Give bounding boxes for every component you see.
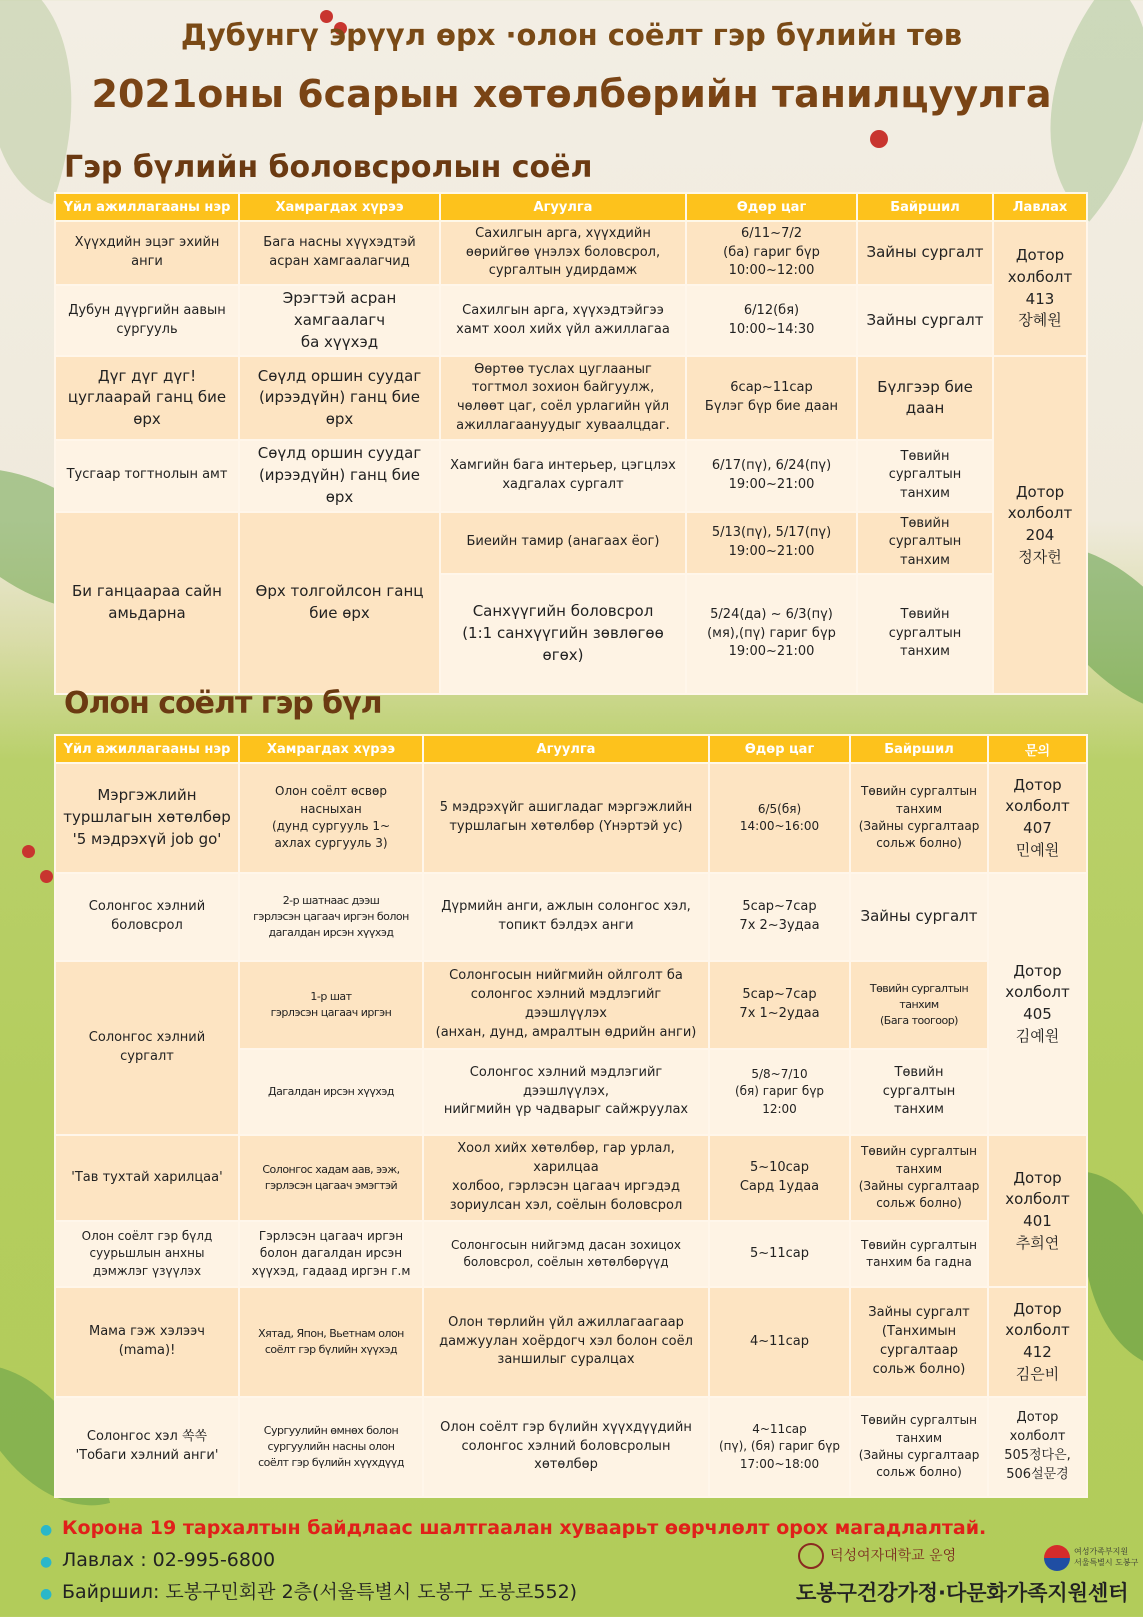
program-target: Сургуулийн өмнөх болон сургуулийн насны олон соёлт гэр бүлийн хүүхдүүд bbox=[239, 1397, 423, 1497]
program-contact: Дотор холболт 401 추희연 bbox=[988, 1135, 1087, 1287]
table-row bbox=[55, 1135, 1087, 1221]
program-target: Эрэгтэй асран хамгаалагч ба хүүхэд bbox=[239, 285, 440, 356]
column-header: Байршил bbox=[850, 735, 988, 763]
program-date: 5сар~7сар 7х 1~2удаа bbox=[709, 961, 850, 1049]
table-row bbox=[55, 961, 1087, 1049]
program-title: 2021оны 6сарын хөтөлбөрийн танилцуулга bbox=[91, 72, 1052, 116]
university-logo-icon bbox=[798, 1543, 824, 1569]
bullet-icon: ● bbox=[40, 1554, 53, 1570]
program-target: Олон соёлт өсвөр насныхан (дунд сургууль 1~ ахлах сургууль 3) bbox=[239, 763, 423, 873]
program-contact: Дотор холболт 505정다은, 506설문경 bbox=[988, 1397, 1087, 1497]
program-content: Олон соёлт гэр бүлийн хүүхдүүдийн солонгос хэлний боловсролын хөтөлбөр bbox=[423, 1397, 709, 1497]
program-name: Би ганцаараа сайн амьдарна bbox=[55, 512, 239, 695]
berry-decoration bbox=[22, 845, 35, 858]
phone-contact: Лавлах : 02-995-6800 bbox=[62, 1549, 276, 1571]
column-header: Өдөр цаг bbox=[709, 735, 850, 763]
table-header-row bbox=[55, 735, 1087, 763]
table-row bbox=[55, 1287, 1087, 1397]
column-header: Хамрагдах хүрээ bbox=[239, 193, 440, 221]
program-content: Санхүүгийн боловсрол (1:1 санхүүгийн зөвлөгөө өгөх) bbox=[440, 574, 686, 694]
government-emblem-icon bbox=[1044, 1545, 1070, 1571]
table-row bbox=[55, 1221, 1087, 1287]
table-row bbox=[55, 873, 1087, 961]
program-place: Төвийн сургалтын танхим bbox=[857, 574, 993, 694]
program-target: 1-р шат гэрлэсэн цагаач иргэн bbox=[239, 961, 423, 1049]
program-name: Солонгос хэлний сургалт bbox=[55, 961, 239, 1135]
program-contact: Дотор холболт 407 민예원 bbox=[988, 763, 1087, 873]
program-place: Төвийн сургалтын танхим bbox=[850, 1049, 988, 1135]
program-name: Солонгос хэл 쏙쏙 'Тобаги хэлний анги' bbox=[55, 1397, 239, 1497]
operator-text: 덕성여자대학교 운영 bbox=[830, 1548, 957, 1564]
program-name: Тусгаар тогтнолын амт bbox=[55, 440, 239, 511]
program-place: Зайны сургалт bbox=[857, 285, 993, 356]
program-target: 2-р шатнаас дээш гэрлэсэн цагаач иргэн болон дагалдан ирсэн хүүхэд bbox=[239, 873, 423, 961]
program-name: Дубун дүүргийн аавын сургууль bbox=[55, 285, 239, 356]
program-target: Гэрлэсэн цагаач иргэн болон дагалдан ирсэн хүүхэд, гадаад иргэн г.м bbox=[239, 1221, 423, 1287]
family-education-table bbox=[54, 192, 1088, 695]
program-name: Хүүхдийн эцэг эхийн анги bbox=[55, 221, 239, 285]
program-place: Төвийн сургалтын танхим (Зайны сургалтаар сольж болно) bbox=[850, 1135, 988, 1221]
table-row bbox=[55, 1397, 1087, 1497]
covid-notice: Корона 19 тархалтын байдлаас шалтгаалан хуваарьт өөрчлөлт орох магадлалтай. bbox=[62, 1517, 987, 1539]
program-place: Төвийн сургалтын танхим (Зайны сургалтаар сольж болно) bbox=[850, 763, 988, 873]
center-name: 도봉구건강가정·다문화가족지원센터 bbox=[796, 1581, 1129, 1605]
column-header: Агуулга bbox=[440, 193, 686, 221]
table-row bbox=[55, 221, 1087, 285]
program-place: Төвийн сургалтын танхим (Бага тоогоор) bbox=[850, 961, 988, 1049]
government-label bbox=[1074, 1546, 1138, 1568]
section-heading-family-education: Гэр бүлийн боловсролын соёл bbox=[64, 150, 593, 185]
program-place: Төвийн сургалтын танхим (Зайны сургалтаар сольж болно) bbox=[850, 1397, 988, 1497]
program-target: Өрх толгойлсон ганц бие өрх bbox=[239, 512, 440, 695]
section-heading-multicultural-family: Олон соёлт гэр бүл bbox=[64, 686, 382, 721]
program-date: 5/13(пү), 5/17(пү) 19:00~21:00 bbox=[686, 512, 857, 575]
column-header: Өдөр цаг bbox=[686, 193, 857, 221]
table-row bbox=[55, 440, 1087, 511]
program-date: 6/17(пү), 6/24(пү) 19:00~21:00 bbox=[686, 440, 857, 511]
program-name: Олон соёлт гэр бүлд суурьшлын анхны дэмжлэг үзүүлэх bbox=[55, 1221, 239, 1287]
program-content: Олон төрлийн үйл ажиллагаагаар дамжуулан хоёрдогч хэл болон соёл заншилыг суралцах bbox=[423, 1287, 709, 1397]
program-contact: Дотор холболт 412 김은비 bbox=[988, 1287, 1087, 1397]
column-header: Хамрагдах хүрээ bbox=[239, 735, 423, 763]
program-place: Төвийн сургалтын танхим ба гадна bbox=[850, 1221, 988, 1287]
program-target: Дагалдан ирсэн хүүхэд bbox=[239, 1049, 423, 1135]
program-name: Мама гэж хэлээч (mama)! bbox=[55, 1287, 239, 1397]
program-date: 6/5(бя) 14:00~16:00 bbox=[709, 763, 850, 873]
program-place: Бүлгээр бие даан bbox=[857, 356, 993, 440]
column-header: Байршил bbox=[857, 193, 993, 221]
program-place: Төвийн сургалтын танхим bbox=[857, 512, 993, 575]
program-content: Солонгосын нийгмийн ойлголт ба солонгос хэлний мэдлэгийг дээшлүүлэх (анхан, дунд, амралтын өдрийн анги) bbox=[423, 961, 709, 1049]
program-place: Зайны сургалт bbox=[850, 873, 988, 961]
gov-line1: 여성가족부지원 bbox=[1074, 1547, 1129, 1556]
program-place: Төвийн сургалтын танхим bbox=[857, 440, 993, 511]
program-content: Хоол хийх хөтөлбөр, гар урлал, харилцаа холбоо, гэрлэсэн цагаач иргэдэд зориулсан хэл, соёлын боловсрол bbox=[423, 1135, 709, 1221]
program-content: Дүрмийн анги, ажлын солонгос хэл, топикт бэлдэх анги bbox=[423, 873, 709, 961]
column-header: Үйл ажиллагааны нэр bbox=[55, 193, 239, 221]
program-target: Сөүлд оршин суудаг (ирээдүйн) ганц бие өрх bbox=[239, 356, 440, 440]
table-row bbox=[55, 763, 1087, 873]
program-date: 5~11сар bbox=[709, 1221, 850, 1287]
bullet-icon: ● bbox=[40, 1522, 53, 1538]
program-content: Өөртөө туслах цуглааныг тогтмол зохион байгуулж, чөлөөт цаг, соёл урлагийн үйл ажиллагаануудыг хуваалцдаг. bbox=[440, 356, 686, 440]
program-content: 5 мэдрэхүйг ашигладаг мэргэжлийн туршлагын хөтөлбөр (Үнэртэй ус) bbox=[423, 763, 709, 873]
program-name: Солонгос хэлний боловсрол bbox=[55, 873, 239, 961]
program-date: 5/8~7/10 (бя) гариг бүр 12:00 bbox=[709, 1049, 850, 1135]
program-date: 6/11~7/2 (ба) гариг бүр 10:00~12:00 bbox=[686, 221, 857, 285]
program-content: Сахилгын арга, хүүхдийн өөрийгөө үнэлэх боловсрол, сургалтын удирдамж bbox=[440, 221, 686, 285]
location-address: Байршил: 도봉구민회관 2층(서울특별시 도봉구 도봉로552) bbox=[62, 1581, 578, 1603]
center-title: Дубунгү эрүүл өрх ·олон соёлт гэр бүлийн төв bbox=[180, 18, 963, 52]
program-target: Сөүлд оршин суудаг (ирээдүйн) ганц бие өрх bbox=[239, 440, 440, 511]
program-content: Биеийн тамир (анагаах ёог) bbox=[440, 512, 686, 575]
gov-line2: 서울특별시 도봉구 bbox=[1074, 1558, 1139, 1567]
program-date: 5/24(да) ~ 6/3(пү) (мя),(пү) гариг бүр 19:00~21:00 bbox=[686, 574, 857, 694]
program-date: 6сар~11сар Бүлэг бүр бие даан bbox=[686, 356, 857, 440]
multicultural-family-table bbox=[54, 734, 1088, 1498]
program-target: Солонгос хадам аав, ээж, гэрлэсэн цагаач эмэгтэй bbox=[239, 1135, 423, 1221]
program-name: Мэргэжлийн туршлагын хөтөлбөр '5 мэдрэхүй job go' bbox=[55, 763, 239, 873]
bullet-icon: ● bbox=[40, 1586, 53, 1602]
program-content: Сахилгын арга, хүүхэдтэйгээ хамт хоол хийх үйл ажиллагаа bbox=[440, 285, 686, 356]
berry-decoration bbox=[40, 870, 53, 883]
program-place: Зайны сургалт (Танхимын сургалтаар сольж болно) bbox=[850, 1287, 988, 1397]
column-header: Лавлах bbox=[993, 193, 1087, 221]
program-place: Зайны сургалт bbox=[857, 221, 993, 285]
program-contact: Дотор холболт 413 장혜원 bbox=[993, 221, 1087, 356]
berry-decoration bbox=[870, 130, 888, 148]
program-content: Хамгийн бага интерьер, цэгцлэх хадгалах сургалт bbox=[440, 440, 686, 511]
table-row bbox=[55, 285, 1087, 356]
program-contact: Дотор холболт 204 정자헌 bbox=[993, 356, 1087, 694]
column-header: Үйл ажиллагааны нэр bbox=[55, 735, 239, 763]
table-row bbox=[55, 512, 1087, 575]
table-header-row bbox=[55, 193, 1087, 221]
program-target: Бага насны хүүхэдтэй асран хамгаалагчид bbox=[239, 221, 440, 285]
program-date: 6/12(бя) 10:00~14:30 bbox=[686, 285, 857, 356]
program-content: Солонгосын нийгэмд дасан зохицох боловсрол, соёлын хөтөлбөрүүд bbox=[423, 1221, 709, 1287]
program-content: Солонгос хэлний мэдлэгийг дээшлүүлэх, нийгмийн үр чадварыг сайжруулах bbox=[423, 1049, 709, 1135]
program-target: Хятад, Япон, Вьетнам олон соёлт гэр бүлийн хүүхэд bbox=[239, 1287, 423, 1397]
notice-line bbox=[40, 1512, 986, 1544]
program-name: 'Тав тухтай харилцаа' bbox=[55, 1135, 239, 1221]
program-name: Дүг дүг дүг! цуглаарай ганц бие өрх bbox=[55, 356, 239, 440]
program-date: 4~11сар (пү), (бя) гариг бүр 17:00~18:00 bbox=[709, 1397, 850, 1497]
program-contact: Дотор холболт 405 김예원 bbox=[988, 873, 1087, 1135]
program-date: 5сар~7сар 7х 2~3удаа bbox=[709, 873, 850, 961]
program-date: 4~11сар bbox=[709, 1287, 850, 1397]
operator-label bbox=[798, 1543, 956, 1569]
column-header: Агуулга bbox=[423, 735, 709, 763]
program-date: 5~10сар Сард 1удаа bbox=[709, 1135, 850, 1221]
table-row bbox=[55, 356, 1087, 440]
column-header: 문의 bbox=[988, 735, 1087, 763]
